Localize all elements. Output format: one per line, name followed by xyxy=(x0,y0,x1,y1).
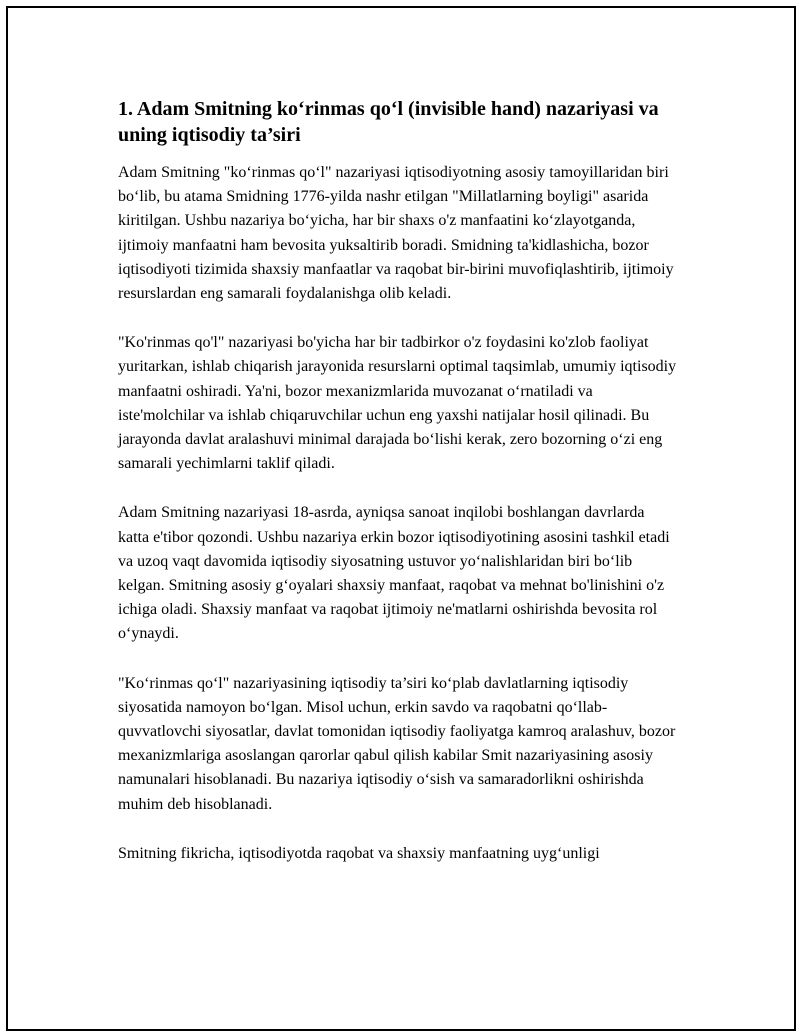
paragraph-4: "Ko‘rinmas qo‘l" nazariyasining iqtisodiy ta’siri ko‘plab davlatlarning iqtisodiy siyosatida namoyon bo‘lgan. Misol uchun, erkin savdo va raqobatni qo‘llab-quvvatlovchi siyosatlar, davlat tomonidan iqtisodiy faoliyatga kamroq aralashuv, bozor mexanizmlariga asoslangan qarorlar qabul qilish kabilar Smit nazariyasining asosiy namunalari hisoblanadi. Bu nazariya iqtisodiy o‘sish va samaradorlikni oshirishda muhim deb hisoblanadi. xyxy=(118,674,676,813)
paragraph-5: Smitning fikricha, iqtisodiyotda raqobat va shaxsiy manfaatning uyg‘unligi xyxy=(118,844,600,862)
paragraph-1: Adam Smitning "ko‘rinmas qo‘l" nazariyasi iqtisodiyotning asosiy tamoyillaridan biri bo‘lib, bu atama Smidning 1776-yilda nashr etilgan "Millatlarning boyligi" asarida kiritilgan. Ushbu nazariya bo‘yicha, har bir shaxs o'z manfaatini ko‘zlayotganda, ijtimoiy manfaatni ham bevosita yuksaltirib boradi. Smidning ta'kidlashicha, bozor iqtisodiyoti tizimida shaxsiy manfaatlar va raqobat bir-birini muvofiqlashtirib, ijtimoiy resurslardan eng samarali foydalanishga olib keladi. xyxy=(118,164,674,303)
section-heading: 1. Adam Smitning ko‘rinmas qo‘l (invisible hand) nazariyasi va uning iqtisodiy ta’siri xyxy=(118,98,659,146)
paragraph-2: "Ko'rinmas qo'l" nazariyasi bo'yicha har bir tadbirkor o'z foydasini ko'zlob faoliyat yuritarkan, ishlab chiqarish jarayonida resurslarni optimal taqsimlab, umumiy iqtisodiy manfaatni oshiradi. Ya'ni, bozor mexanizmlarida muvozanat o‘rnatiladi va iste'molchilar va ishlab chiqaruvchilar uchun eng yaxshi natijalar hosil qilinadi. Bu jarayonda davlat aralashuvi minimal darajada bo‘lishi kerak, zero bozorning o‘zi eng samarali yechimlarni taklif qiladi. xyxy=(118,334,677,473)
paragraph-3: Adam Smitning nazariyasi 18-asrda, ayniqsa sanoat inqilobi boshlangan davrlarda katta e'tibor qozondi. Ushbu nazariya erkin bozor iqtisodiyotining asosini tashkil etadi va uzoq vaqt davomida iqtisodiy siyosatning ustuvor yo‘nalishlaridan biri bo‘lib kelgan. Smitning asosiy g‘oyalari shaxsiy manfaat, raqobat va mehnat bo'linishini o'z ichiga oladi. Shaxsiy manfaat va raqobat ijtimoiy ne'matlarni oshirishda bevosita rol o‘ynaydi. xyxy=(118,504,670,643)
document-body xyxy=(118,96,678,891)
document-page xyxy=(6,6,796,1031)
